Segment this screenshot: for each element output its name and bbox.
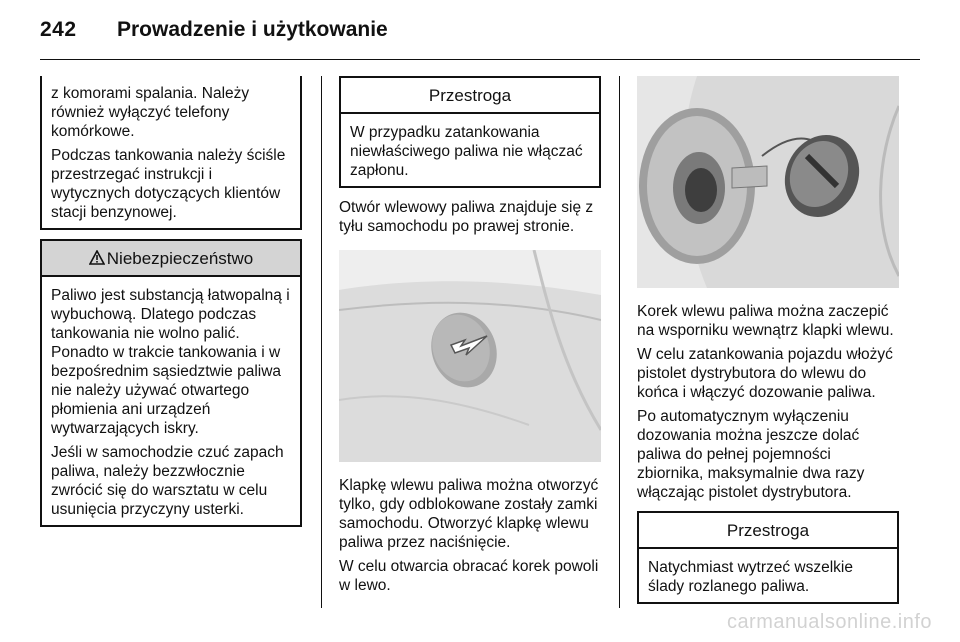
paragraph: Natychmiast wytrzeć wszelkie ślady rozlanego paliwa. bbox=[648, 559, 853, 595]
paragraph: Jeśli w samochodzie czuć zapach paliwa, należy bezzwłocznie zwrócić się do warsztatu w celu usunięcia przyczyny usterki. bbox=[51, 444, 284, 518]
page-number: 242 bbox=[40, 18, 77, 41]
paragraph: Klapkę wlewu paliwa można otworzyć tylko, gdy odblokowane zostały zamki samochodu. Otworzyć klapkę wlewu paliwa przez naciśnięcie. bbox=[339, 477, 599, 551]
page-title: Prowadzenie i użytkowanie bbox=[117, 18, 388, 41]
warning-triangle-icon bbox=[89, 249, 105, 268]
fuel-cap-illustration bbox=[637, 76, 899, 288]
danger-box-title: Niebezpieczeństwo bbox=[106, 249, 254, 268]
paragraph: W przypadku zatankowania niewłaściwego paliwa nie włączać zapłonu. bbox=[350, 124, 583, 179]
paragraph: Korek wlewu paliwa można zaczepić na wsporniku wewnątrz klapki wlewu. bbox=[637, 303, 894, 339]
caution-box-body bbox=[639, 549, 897, 602]
column-2 bbox=[339, 76, 601, 600]
paragraph: W celu otwarcia obracać korek powoli w lewo. bbox=[339, 558, 599, 594]
paragraph: Podczas tankowania należy ściśle przestrzegać instrukcji i wytycznych dotyczących klientów stacji benzynowej. bbox=[51, 147, 286, 221]
caution-box-header: Przestroga bbox=[341, 78, 599, 114]
danger-box bbox=[40, 239, 302, 527]
watermark: carmanualsonline.info bbox=[726, 611, 932, 633]
column-3 bbox=[637, 76, 899, 604]
header-rule bbox=[40, 59, 920, 60]
paragraph: z komorami spalania. Należy również wyłączyć telefony komórkowe. bbox=[51, 85, 250, 140]
caution-box bbox=[339, 76, 601, 188]
fuel-flap-illustration bbox=[339, 250, 601, 462]
column-1 bbox=[40, 76, 302, 527]
column-separator bbox=[321, 76, 322, 608]
paragraph: W celu zatankowania pojazdu włożyć pistolet dystrybutora do wlewu do końca i włączyć dozowanie paliwa. bbox=[637, 346, 893, 401]
paragraph: Paliwo jest substancją łatwopalną i wybuchową. Dlatego podczas tankowania nie wolno palić. Ponadto w trakcie tankowania i w bezpośrednim sąsiedztwie paliwa nie należy używać otwartego płomienia ani urządzeń wytwarzających iskry. bbox=[51, 287, 290, 437]
column-separator bbox=[619, 76, 620, 608]
paragraph: Otwór wlewowy paliwa znajduje się z tyłu samochodu po prawej stronie. bbox=[339, 199, 594, 235]
caution-box bbox=[637, 511, 899, 604]
danger-box-header bbox=[42, 241, 300, 277]
caution-box-header: Przestroga bbox=[639, 513, 897, 549]
danger-box-body bbox=[42, 277, 300, 525]
continued-text-box bbox=[40, 76, 302, 230]
caution-box-body bbox=[341, 114, 599, 186]
paragraph: Po automatycznym wyłączeniu dozowania można jeszcze dolać paliwa do pełnej pojemności zbiornika, maksymalnie dwa razy włączając pistolet dystrybutora. bbox=[637, 408, 865, 501]
